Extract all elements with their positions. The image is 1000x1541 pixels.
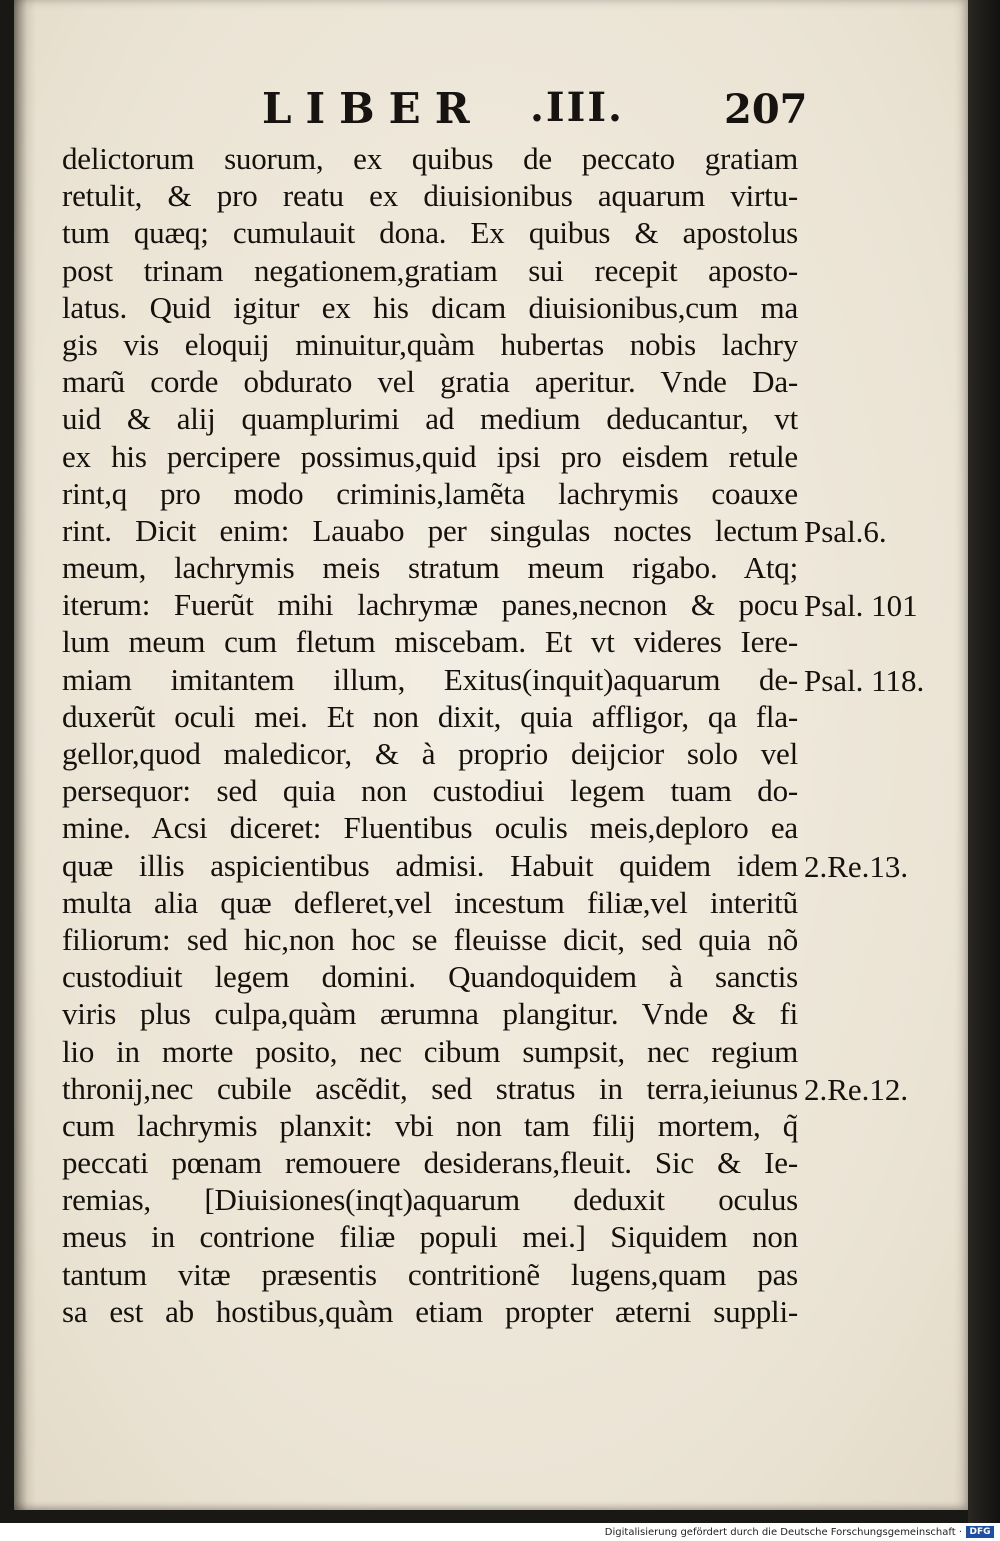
text-line: sa est ab hostibus,quàm etiam propter æterni suppli-: [62, 1293, 798, 1329]
text-line: meum, lachrymis meis stratum meum rigabo. Atq;: [62, 550, 798, 586]
margin-note: Psal. 101: [804, 588, 918, 624]
text-line: persequor: sed quia non custodiui legem tuam do-: [62, 773, 798, 809]
text-line: remias, [Diuisiones(inqt)aquarum deduxit oculus: [62, 1182, 798, 1218]
text-line: rint. Dicit enim: Lauabo per singulas noctes lectum: [62, 512, 798, 548]
margin-note: 2.Re.12.: [804, 1072, 909, 1107]
text-line: gis vis eloquij minuitur,quàm hubertas nobis lachry: [62, 326, 798, 362]
text-line: latus. Quid igitur ex his dicam diuisionibus,cum ma: [62, 289, 798, 325]
running-head-book-number: .III.: [530, 84, 624, 131]
text-line: lum meum cum fletum miscebam. Et vt videres Iere-: [62, 624, 798, 660]
text-line: cum lachrymis planxit: vbi non tam filij mortem, q̃: [62, 1107, 798, 1143]
margin-note: 2.Re.13.: [804, 848, 909, 884]
text-line: iterum: Fuerũt mihi lachrymæ panes,necnon & pocu: [62, 587, 798, 623]
text-line: filiorum: sed hic,non hoc se fleuisse dicit, sed quia nõ: [62, 921, 798, 957]
text-line: marũ corde obdurato vel gratia aperitur. Vnde Da-: [62, 364, 798, 400]
text-line: viris plus culpa,quàm ærumna plangitur. Vnde & fi: [62, 996, 798, 1032]
digitization-credit: Digitalisierung gefördert durch die Deutsche Forschungsgemeinschaft ·: [604, 1527, 962, 1538]
text-line: tum quæq; cumulauit dona. Ex quibus & apostolus: [62, 215, 798, 251]
text-line: multa alia quæ defleret,vel incestum filiæ,vel interitũ: [62, 884, 798, 920]
text-line: rint,q pro modo criminis,lamẽta lachrymis coauxe: [62, 475, 798, 511]
text-line: miam imitantem illum, Exitus(inquit)aquarum de-: [62, 661, 798, 697]
text-line: peccati pœnam remouere desiderans,fleuit. Sic & Ie-: [62, 1145, 798, 1181]
margin-note: Psal. 118.: [804, 662, 925, 698]
text-line: post trinam negationem,gratiam sui recepit aposto-: [62, 252, 798, 288]
text-line: custodiuit legem domini. Quandoquidem à sanctis: [62, 959, 798, 995]
text-line: lio in morte posito, nec cibum sumpsit, nec regium: [62, 1033, 798, 1069]
text-line: delictorum suorum, ex quibus de peccato gratiam: [62, 141, 798, 176]
page-edge: [968, 0, 1000, 1523]
page-number: 207: [724, 86, 808, 133]
text-line: ex his percipere possimus,quid ipsi pro eisdem retule: [62, 438, 798, 474]
running-head: [0, 78, 1000, 138]
text-line: mine. Acsi diceret: Fluentibus oculis meis,deploro ea: [62, 810, 798, 846]
body-text: [62, 140, 798, 1330]
text-line: duxerũt oculi mei. Et non dixit, quia affligor, qa fla-: [62, 698, 798, 734]
margin-note: Psal.6.: [804, 514, 887, 549]
text-line: tantum vitæ præsentis contritionẽ lugens,quam pas: [62, 1256, 798, 1292]
text-line: uid & alij quamplurimi ad medium deducantur, vt: [62, 401, 798, 437]
text-line: retulit, & pro reatu ex diuisionibus aquarum virtu-: [62, 178, 798, 214]
page-gutter-shadow: [14, 0, 36, 1510]
dfg-logo: DFG: [966, 1526, 994, 1538]
text-line: quæ illis aspicientibus admisi. Habuit quidem idem: [62, 847, 798, 883]
text-line: gellor,quod maledicor, & à proprio deijcior solo vel: [62, 736, 798, 771]
text-line: meus in contrione filiæ populi mei.] Siquidem non: [62, 1219, 798, 1255]
text-line: thronij,nec cubile ascẽdit, sed stratus in terra,ieiunus: [62, 1070, 798, 1106]
running-head-title: LIBER: [262, 84, 484, 133]
